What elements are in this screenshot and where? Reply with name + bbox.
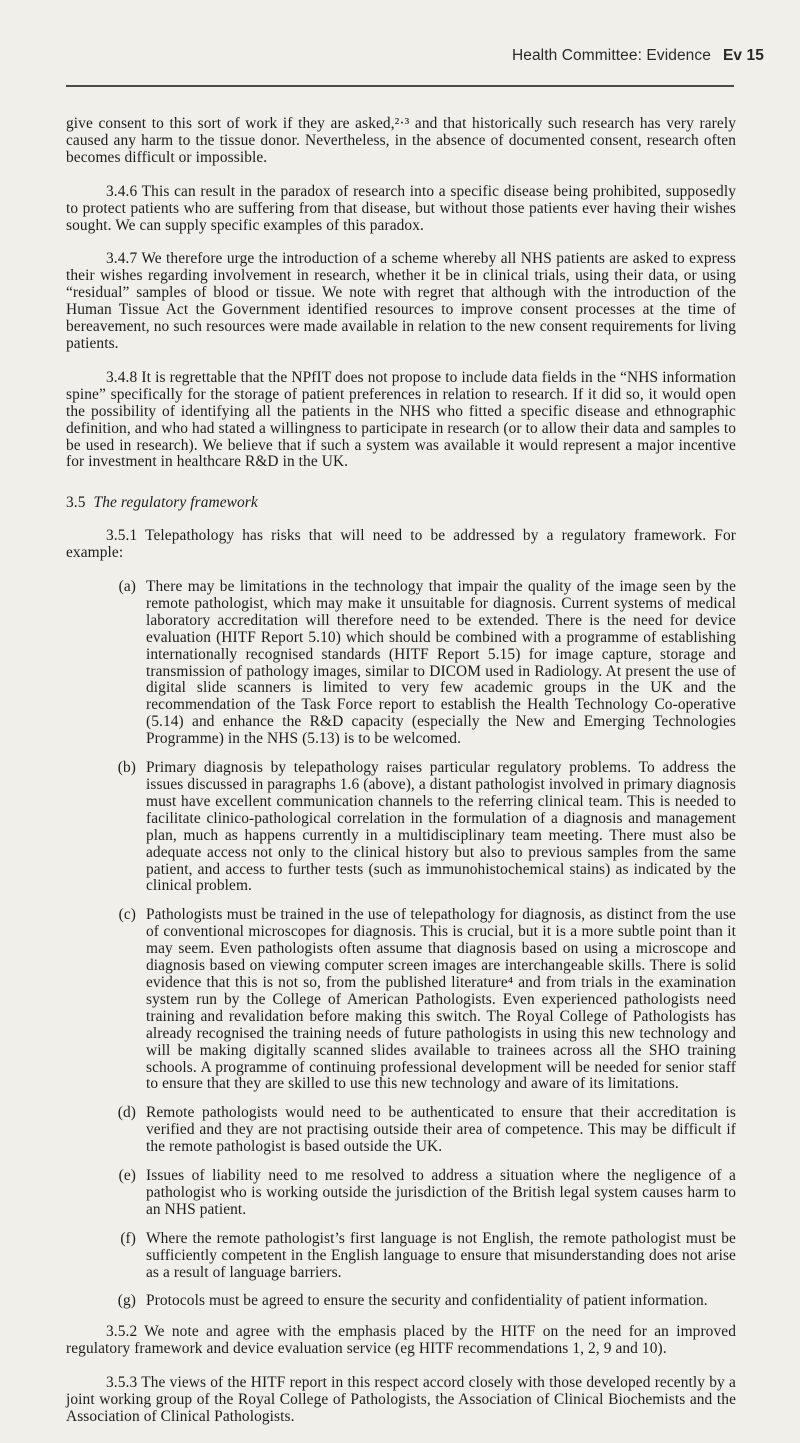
- list-item-text: Pathologists must be trained in the use of telepathology for diagnosis, as distinct from the use of conventional microscopes for diagnosis. This is crucial, but it is a more subtle point than it may seem. Even pathologists often assume that diagnosis based on using a microscope and diagnosis based on viewing computer screen images are interchangeable skills. There is solid evidence that this is not so, from the published literature⁴ and from trials in the examination system run by the College of American Pathologists. Even experienced pathologists need training and revalidation before making this switch. The Royal College of Pathologists has already recognised the training needs of future pathologists in using this new technology and will be making digitally scanned slides available to trainees across all the SHO training schools. A programme of continuing professional development will be needed for senior staff to ensure that they are skilled to use this new technology and aware of its limitations.: [146, 906, 736, 1093]
- list-item-c: [66, 907, 736, 1093]
- list-item-e: [66, 1168, 736, 1219]
- list-item-f: [66, 1231, 736, 1282]
- list-item-b: [66, 760, 736, 895]
- list-item-label: (b): [117, 759, 136, 777]
- list-item-text: Protocols must be agreed to ensure the security and confidentiality of patient information.: [146, 1292, 708, 1310]
- header-rule: [66, 85, 734, 87]
- list-item-g: [66, 1293, 736, 1310]
- paragraph-3-4-6: 3.4.6 This can result in the paradox of research into a specific disease being prohibited, supposedly to protect patients who are suffering from that disease, but without those patients ever having their wishes sought. We can supply specific examples of this paradox.: [66, 182, 736, 234]
- paragraph-3-4-8: 3.4.8 It is regrettable that the NPfIT does not propose to include data fields in the “NHS information spine” specifically for the storage of patient preferences in relation to research. If it did so, it would open the possibility of identifying all the patients in the NHS who fitted a specific disease and ethnographic definition, and who had stated a willingness to participate in research (or to allow their data and samples to be used in research). We believe that if such a system was available it would represent a major incentive for investment in healthcare R&D in the UK.: [66, 368, 736, 471]
- paragraph-3-5-2: 3.5.2 We note and agree with the emphasis placed by the HITF on the need for an improved regulatory framework and device evaluation service (eg HITF recommendations 1, 2, 9 and 10).: [66, 1323, 736, 1358]
- list-item-label: (c): [118, 906, 136, 924]
- list-item-text: There may be limitations in the technology that impair the quality of the image seen by the remote pathologist, which may make it unsuitable for diagnosis. Current systems of medical laboratory accreditation will therefore need to be extended. There is the need for device evaluation (HITF Report 5.10) which should be combined with a programme of establishing internationally recognised standards (HITF Report 5.15) for image capture, storage and transmission of pathology images, similar to DICOM used in Radiology. At present the use of digital slide scanners is limited to very few academic groups in the UK and the recommendation of the Task Force report to establish the Health Technology Co-operative (5.14) and enhance the R&D capacity (especially the New and Emerging Technologies Programme) in the NHS (5.13) is to be welcomed.: [146, 578, 736, 748]
- section-number: 3.5: [66, 494, 86, 512]
- page-reference: Ev 15: [722, 47, 764, 64]
- header-title: Health Committee: Evidence: [511, 47, 711, 64]
- page-header: [512, 47, 764, 65]
- list-item-d: [66, 1105, 736, 1156]
- list-item-text: Remote pathologists would need to be authenticated to ensure that their accreditation is verified and they are not practising outside their area of competence. This may be difficult if the remote pathologist is based outside the UK.: [146, 1104, 736, 1156]
- document-body: [66, 116, 736, 1443]
- list-item-text: Primary diagnosis by telepathology raises particular regulatory problems. To address the issues discussed in paragraphs 1.6 (above), a distant pathologist involved in primary diagnosis must have excellent communication channels to the referring clinical team. This is needed to facilitate clinico-pathological correlation in the formulation of a diagnosis and management plan, much as happens currently in a multidisciplinary team meeting. There must also be adequate access not only to the clinical history but also to previous samples from the same patient, and access to further tests (such as immunohistochemical stains) as indicated by the clinical problem.: [146, 759, 736, 895]
- list-item-label: (d): [117, 1104, 136, 1122]
- section-heading: [66, 495, 736, 512]
- list-item-a: [66, 579, 736, 748]
- list-item-text: Issues of liability need to me resolved to address a situation where the negligence of a pathologist who is working outside the jurisdiction of the British legal system causes harm to an NHS patient.: [146, 1167, 736, 1218]
- list-item-text: Where the remote pathologist’s first language is not English, the remote pathologist must be sufficiently competent in the English language to ensure that misunderstanding does not arise as a result of language barriers.: [146, 1229, 736, 1281]
- section-title: The regulatory framework: [93, 494, 258, 512]
- list-item-label: (e): [118, 1167, 136, 1185]
- paragraph-3-5-3: 3.5.3 The views of the HITF report in this respect accord closely with those developed recently by a joint working group of the Royal College of Pathologists, the Association of Clinical Biochemists and the Association of Clinical Pathologists.: [66, 1374, 736, 1425]
- paragraph-continuation: give consent to this sort of work if they are asked,²·³ and that historically such research has very rarely caused any harm to the tissue donor. Nevertheless, in the absence of documented consent, research often becomes difficult or impossible.: [66, 115, 736, 166]
- paragraph-3-4-7: 3.4.7 We therefore urge the introduction of a scheme whereby all NHS patients are asked to express their wishes regarding involvement in research, whether it be in clinical trials, using their data, or using “residual” samples of blood or tissue. We note with regret that although with the introduction of the Human Tissue Act the Government identified resources to improve consent processes at the time of bereavement, no such resources were made available in relation to the new consent requirements for living patients.: [66, 250, 736, 352]
- list-item-label: (f): [120, 1229, 136, 1247]
- paragraph-3-5-1: 3.5.1 Telepathology has risks that will need to be addressed by a regulatory framework. For example:: [66, 527, 736, 562]
- list-item-label: (a): [118, 578, 136, 596]
- list-item-label: (g): [117, 1292, 136, 1310]
